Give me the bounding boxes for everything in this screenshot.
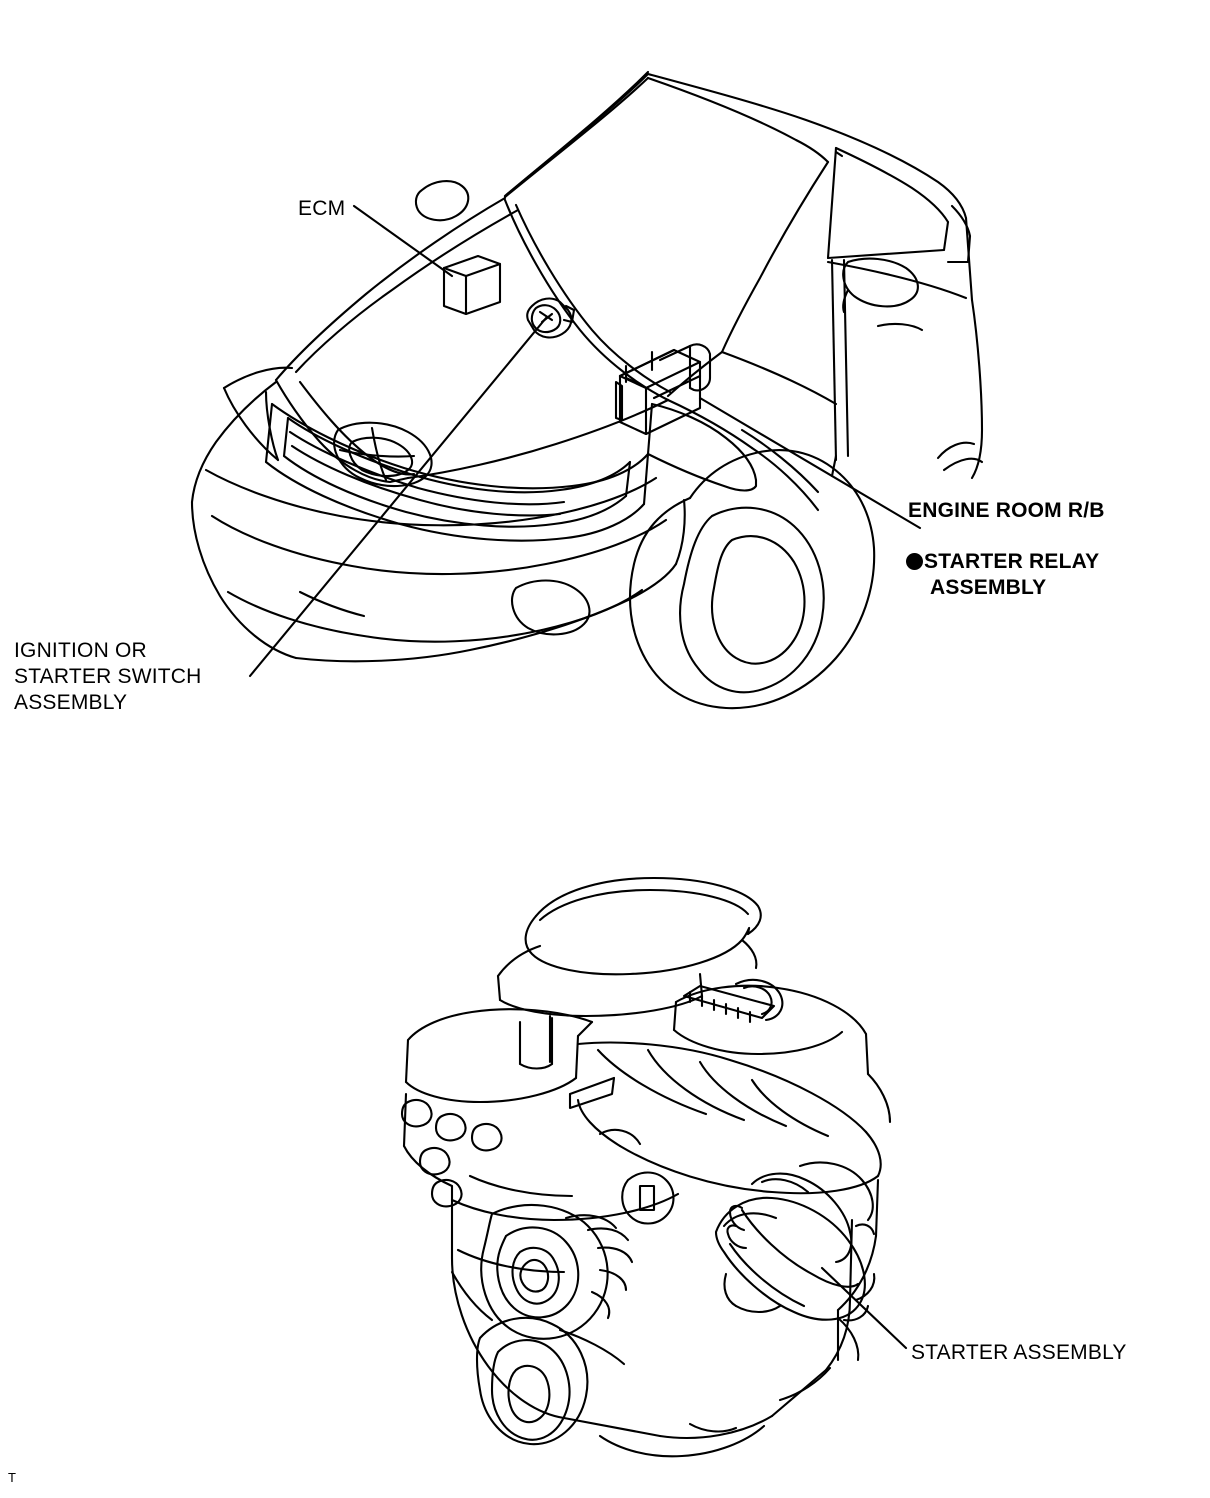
label-ignition-or-starter-switch-assembly <box>14 638 202 716</box>
label-engine-room-rb: ENGINE ROOM R/B <box>908 499 1105 522</box>
label-starter-assembly: STARTER ASSEMBLY <box>911 1341 1127 1364</box>
footer-mark: T <box>8 1470 16 1485</box>
label-starter-relay-line2: ASSEMBLY <box>930 576 1047 599</box>
label-ecm: ECM <box>298 197 346 220</box>
filled-circle-bullet-icon <box>906 553 923 570</box>
engine-drawing <box>402 878 890 1456</box>
truck-drawing <box>192 72 982 708</box>
label-starter-relay-line1: STARTER RELAY <box>924 550 1100 573</box>
label-ignition-line2: STARTER SWITCH <box>14 665 202 688</box>
label-starter-relay-assembly <box>906 549 1099 601</box>
label-ignition-line1: IGNITION OR <box>14 639 147 662</box>
label-ignition-line3: ASSEMBLY <box>14 691 128 714</box>
